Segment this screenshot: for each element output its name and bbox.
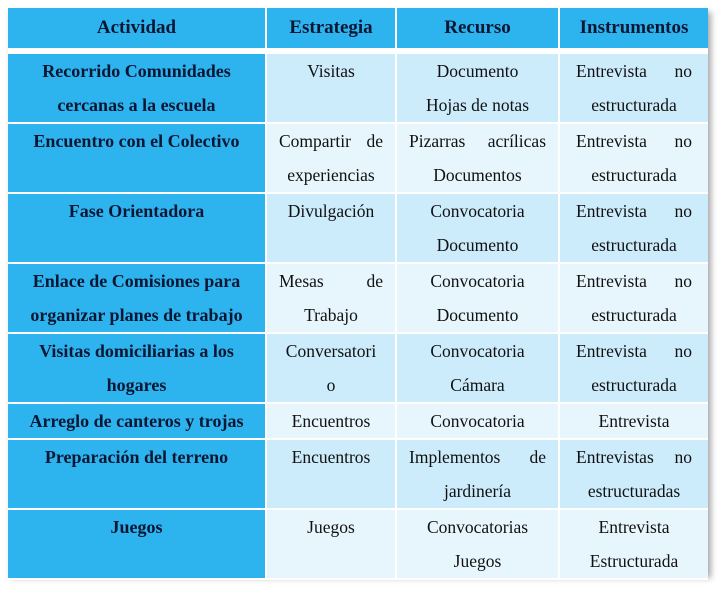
- table-row: [8, 403, 708, 439]
- recurso-cell: [396, 333, 559, 403]
- instrumentos-text: Entrevistas no: [576, 447, 692, 467]
- actividad-cell: [8, 51, 266, 123]
- actividad-text: hogares: [106, 375, 167, 395]
- table-row: [8, 333, 708, 403]
- table-row: [8, 51, 708, 123]
- estrategia-text: Divulgación: [287, 201, 375, 221]
- table-row: [8, 193, 708, 263]
- actividad-cell: [8, 263, 266, 333]
- recurso-cell: [396, 509, 559, 579]
- actividad-cell: [8, 333, 266, 403]
- estrategia-text: experiencias: [287, 165, 375, 185]
- activity-table-container: [8, 8, 708, 574]
- actividad-text: organizar planes de trabajo: [30, 305, 243, 325]
- estrategia-cell: [266, 263, 396, 333]
- instrumentos-cell: [559, 509, 708, 579]
- recurso-text: Convocatoria: [430, 201, 525, 221]
- recurso-text: Hojas de notas: [425, 95, 530, 115]
- actividad-text: Visitas domiciliarias a los: [39, 341, 234, 361]
- spacer: [267, 88, 395, 122]
- estrategia-cell: [266, 403, 396, 439]
- actividad-text: Recorrido Comunidades: [42, 61, 231, 81]
- estrategia-cell: [266, 333, 396, 403]
- recurso-cell: [396, 263, 559, 333]
- estrategia-text: Juegos: [307, 517, 355, 537]
- recurso-text: Convocatorias: [426, 517, 529, 537]
- table-row: [8, 439, 708, 509]
- recurso-text: Documento: [436, 235, 519, 255]
- instrumentos-text: estructurada: [591, 165, 677, 185]
- estrategia-text: Mesas de: [279, 271, 383, 291]
- estrategia-cell: [266, 193, 396, 263]
- recurso-text: Convocatoria: [430, 271, 525, 291]
- instrumentos-cell: [559, 263, 708, 333]
- instrumentos-cell: [559, 123, 708, 193]
- instrumentos-text: Entrevista: [598, 517, 670, 537]
- instrumentos-cell: [559, 439, 708, 509]
- recurso-cell: [396, 403, 559, 439]
- header-row: [8, 8, 708, 51]
- table-row: [8, 123, 708, 193]
- table-row: [8, 263, 708, 333]
- spacer: [8, 474, 265, 508]
- actividad-text: Fase Orientadora: [68, 201, 205, 221]
- recurso-text: Juegos: [453, 551, 502, 571]
- spacer: [267, 228, 395, 262]
- recurso-cell: [396, 439, 559, 509]
- actividad-text: Preparación del terreno: [44, 447, 229, 467]
- actividad-text: Arreglo de canteros y trojas: [29, 411, 244, 431]
- recurso-text: Convocatoria: [430, 411, 525, 431]
- recurso-text: Documento: [436, 61, 519, 81]
- instrumentos-cell: [559, 51, 708, 123]
- recurso-text: jardinería: [443, 481, 512, 501]
- header-estrategia: Estrategia: [266, 8, 396, 51]
- actividad-text: Juegos: [110, 517, 163, 537]
- actividad-text: cercanas a la escuela: [57, 95, 216, 115]
- header-actividad: Actividad: [8, 8, 266, 51]
- actividad-text: Enlace de Comisiones para: [32, 271, 241, 291]
- instrumentos-text: Entrevista no: [576, 201, 692, 221]
- recurso-text: Documentos: [433, 165, 522, 185]
- instrumentos-text: Entrevista: [598, 411, 670, 431]
- recurso-text: Documento: [436, 305, 519, 325]
- instrumentos-text: estructurada: [591, 235, 677, 255]
- instrumentos-text: Entrevista no: [576, 271, 692, 291]
- spacer: [8, 158, 265, 192]
- estrategia-text: Compartir de: [279, 131, 383, 151]
- recurso-text: Cámara: [450, 375, 505, 395]
- estrategia-cell: [266, 509, 396, 579]
- estrategia-text: Conversatori: [285, 341, 377, 361]
- instrumentos-text: Estructurada: [589, 551, 679, 571]
- recurso-cell: [396, 193, 559, 263]
- instrumentos-text: estructurada: [591, 305, 677, 325]
- spacer: [267, 544, 395, 578]
- spacer: [8, 544, 265, 578]
- instrumentos-text: Entrevista no: [576, 341, 692, 361]
- actividad-cell: [8, 439, 266, 509]
- instrumentos-text: Entrevista no: [576, 61, 692, 81]
- spacer: [267, 474, 395, 508]
- table-row: [8, 509, 708, 579]
- spacer: [8, 228, 265, 262]
- estrategia-text: Trabajo: [304, 305, 358, 325]
- estrategia-text: o: [326, 375, 336, 395]
- estrategia-cell: [266, 439, 396, 509]
- recurso-text: Pizarras acrílicas: [409, 131, 546, 151]
- instrumentos-text: estructurada: [591, 375, 677, 395]
- instrumentos-cell: [559, 193, 708, 263]
- actividad-cell: [8, 403, 266, 439]
- recurso-text: Implementos de: [409, 447, 546, 467]
- estrategia-cell: [266, 51, 396, 123]
- instrumentos-cell: [559, 333, 708, 403]
- estrategia-text: Visitas: [307, 61, 355, 81]
- instrumentos-text: estructurada: [591, 95, 677, 115]
- estrategia-cell: [266, 123, 396, 193]
- recurso-cell: [396, 51, 559, 123]
- actividad-cell: [8, 123, 266, 193]
- header-recurso: Recurso: [396, 8, 559, 51]
- estrategia-text: Encuentros: [291, 411, 371, 431]
- actividad-text: Encuentro con el Colectivo: [33, 131, 240, 151]
- estrategia-text: Encuentros: [291, 447, 371, 467]
- activity-table: [8, 8, 708, 580]
- instrumentos-cell: [559, 403, 708, 439]
- actividad-cell: [8, 509, 266, 579]
- actividad-cell: [8, 193, 266, 263]
- recurso-cell: [396, 123, 559, 193]
- recurso-text: Convocatoria: [430, 341, 525, 361]
- instrumentos-text: Entrevista no: [576, 131, 692, 151]
- instrumentos-text: estructuradas: [587, 481, 681, 501]
- header-instrumentos: Instrumentos: [559, 8, 708, 51]
